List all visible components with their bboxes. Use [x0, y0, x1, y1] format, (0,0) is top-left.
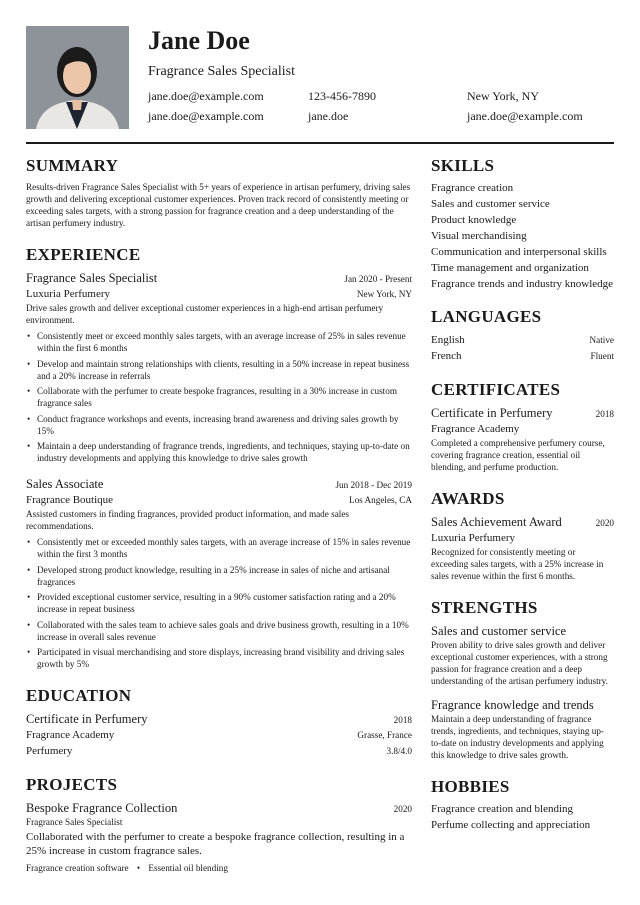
projects-heading: PROJECTS	[26, 775, 118, 794]
project-tags	[26, 862, 412, 874]
strengths-heading: STRENGTHS	[431, 598, 538, 617]
projects-section	[26, 775, 412, 874]
education-school: Fragrance Academy	[26, 729, 115, 741]
bullet-item: • Conduct fragrance workshops and events, increasing brand awareness and driving sales growth by 15%	[26, 413, 412, 437]
languages-heading: LANGUAGES	[431, 307, 542, 326]
left-column	[26, 156, 412, 890]
strength-text: Proven ability to drive sales growth and deliver exceptional customer experiences, with a strong passion for fragrance creation and a deep understanding of the artisan perfumery industry.	[431, 640, 608, 686]
contact-phone[interactable]: 123-456-7890	[308, 89, 376, 103]
tag-separator: •	[136, 863, 141, 873]
awards-section	[431, 489, 614, 582]
bullet-item: • Participated in visual merchandising and store displays, increasing brand visibility and driving sales growth by 5%	[26, 646, 412, 670]
strength-item	[431, 623, 614, 687]
awards-heading: AWARDS	[431, 489, 505, 508]
project-role: Fragrance Sales Specialist	[26, 817, 123, 827]
summary-text: Results-driven Fragrance Sales Specialist with 5+ years of experience in artisan perfumery, driving sales growth and delivering exceptional customer experiences. Proven track record of consistently meeting or exceeding sales targets, with a strong passion for fragrance creation and a deep understanding of the artisan perfumery industry.	[26, 182, 411, 228]
skills-section	[431, 156, 614, 291]
strengths-section	[431, 598, 614, 761]
certificates-heading: CERTIFICATES	[431, 380, 561, 399]
bullet-item: • Developed strong product knowledge, resulting in a 25% increase in sales of niche and artisanal fragrances	[26, 564, 412, 588]
strength-title: Fragrance knowledge and trends	[431, 698, 594, 712]
bullet-item: • Consistently meet or exceed monthly sales targets, with an average increase of 25% in sales revenue within the first 6 months	[26, 330, 412, 354]
award-name: Sales Achievement Award	[431, 515, 562, 529]
contact-location: New York, NY	[467, 89, 540, 103]
language-level: Fluent	[590, 351, 614, 361]
hobby-item: Fragrance creation and blending	[431, 803, 574, 815]
bullet-item: • Develop and maintain strong relationships with clients, resulting in a 50% increase in repeat business and a 20% increase in referrals	[26, 358, 412, 382]
award-year: 2020	[595, 518, 614, 528]
project-description: Collaborated with the perfumer to create a bespoke fragrance collection, resulting in a 25% increase in custom fragrance sales.	[26, 831, 405, 857]
candidate-title: Fragrance Sales Specialist	[148, 64, 295, 79]
strength-text: Maintain a deep understanding of fragrance trends, ingredients, and techniques, staying up-to-date on industry developments and applying this knowledge to drive sales growth.	[431, 714, 604, 760]
education-section	[26, 686, 412, 759]
profile-photo	[26, 26, 129, 129]
education-field: Perfumery	[26, 745, 73, 757]
hobbies-heading: HOBBIES	[431, 777, 510, 796]
education-degree: Certificate in Perfumery	[26, 712, 148, 726]
contact-email-3[interactable]: jane.doe@example.com	[467, 109, 583, 123]
hobbies-section	[431, 777, 614, 832]
job-description: Assisted customers in finding fragrances, provided product information, and made sales recommendations.	[26, 509, 350, 531]
experience-section	[26, 245, 412, 670]
job-dates: Jan 2020 - Present	[344, 274, 412, 284]
skill-item: Fragrance trends and industry knowledge	[431, 278, 614, 290]
contact-email[interactable]: jane.doe@example.com	[148, 89, 264, 103]
bullet-item: • Maintain a deep understanding of fragrance trends, ingredients, and techniques, staying up-to-date on industry developments and applying this knowledge to drive sales growth	[26, 440, 412, 464]
language-name: English	[431, 334, 465, 346]
project-tag: Fragrance creation software	[26, 863, 129, 873]
skills-heading: SKILLS	[431, 156, 495, 175]
job-role: Fragrance Sales Specialist	[26, 271, 158, 285]
award-issuer: Luxuria Perfumery	[431, 532, 515, 544]
resume-header	[26, 26, 614, 130]
certificate-year: 2018	[595, 409, 614, 419]
project-year: 2020	[393, 804, 412, 814]
job-dates: Jun 2018 - Dec 2019	[335, 480, 412, 490]
certificate-name: Certificate in Perfumery	[431, 406, 553, 420]
right-column	[431, 156, 614, 848]
award-description: Recognized for consistently meeting or exceeding sales targets, with a 25% increase in sales revenue within the first 6 months.	[431, 547, 604, 581]
skill-item: Fragrance creation	[431, 182, 514, 194]
certificate-description: Completed a comprehensive perfumery course, covering fragrance creation, essential oil blending, and perfume production.	[431, 438, 605, 472]
skill-item: Communication and interpersonal skills	[431, 246, 607, 258]
education-location: Grasse, France	[357, 730, 412, 740]
strength-item	[431, 697, 614, 761]
job-company: Fragrance Boutique	[26, 494, 114, 506]
experience-heading: EXPERIENCE	[26, 245, 141, 264]
header-divider	[26, 142, 614, 144]
certificate-issuer: Fragrance Academy	[431, 423, 520, 435]
contact-handle[interactable]: jane.doe	[308, 109, 349, 123]
strength-title: Sales and customer service	[431, 624, 567, 638]
language-level: Native	[589, 335, 614, 345]
education-heading: EDUCATION	[26, 686, 132, 705]
languages-section	[431, 307, 614, 364]
job-bullets	[26, 536, 412, 670]
contact-email-2[interactable]: jane.doe@example.com	[148, 109, 264, 123]
hobby-item: Perfume collecting and appreciation	[431, 819, 591, 831]
candidate-name: Jane Doe	[148, 26, 250, 55]
skill-item: Time management and organization	[431, 262, 589, 274]
job-description: Drive sales growth and deliver exceptional customer experiences in a high-end artisan perfumery environment.	[26, 303, 384, 325]
education-year: 2018	[393, 715, 412, 725]
bullet-item: • Collaborated with the sales team to achieve sales goals and drive business growth, resulting in a 10% increase in overall sales revenue	[26, 619, 412, 643]
language-name: French	[431, 350, 462, 362]
experience-entry	[26, 476, 412, 670]
job-bullets	[26, 330, 412, 464]
bullet-item: • Provided exceptional customer service, resulting in a 90% customer satisfaction rating and a 20% increase in repeat business	[26, 591, 412, 615]
skill-item: Product knowledge	[431, 214, 517, 226]
summary-section	[26, 156, 412, 229]
job-company: Luxuria Perfumery	[26, 288, 110, 300]
bullet-item: • Collaborate with the perfumer to create bespoke fragrances, resulting in a 30% increase in custom fragrance sales	[26, 385, 412, 409]
experience-entry	[26, 270, 412, 464]
project-tag: Essential oil blending	[148, 863, 228, 873]
certificates-section	[431, 380, 614, 473]
job-location: Los Angeles, CA	[348, 495, 412, 505]
project-name: Bespoke Fragrance Collection	[26, 801, 178, 815]
job-role: Sales Associate	[26, 477, 104, 491]
bullet-item: • Consistently met or exceeded monthly sales targets, with an average increase of 15% in sales revenue within the first 3 months	[26, 536, 412, 560]
skill-item: Sales and customer service	[431, 198, 550, 210]
summary-heading: SUMMARY	[26, 156, 119, 175]
skill-item: Visual merchandising	[431, 230, 527, 242]
education-gpa: 3.8/4.0	[386, 746, 412, 756]
job-location: New York, NY	[356, 289, 412, 299]
